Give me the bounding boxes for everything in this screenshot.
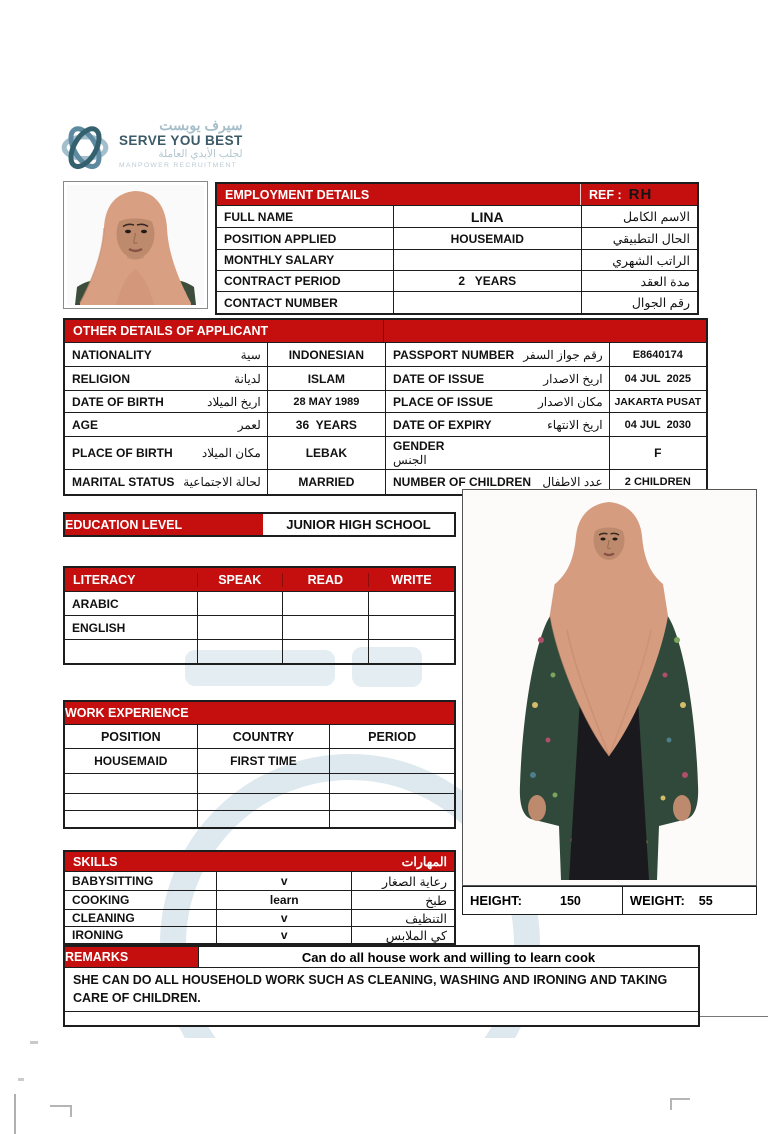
skills-table <box>63 850 456 945</box>
field-label: CONTACT NUMBER <box>224 295 338 310</box>
logo-arabic-name: سيرف يوبست <box>159 117 243 133</box>
field-label-arabic: لعمر <box>237 417 261 432</box>
field-label-arabic: رقم جواز السفر <box>523 347 603 362</box>
ref-label: REF : <box>589 187 622 202</box>
company-logo <box>60 118 243 174</box>
skill-name: IRONING <box>72 928 124 942</box>
remarks-section <box>63 945 700 1027</box>
table-row <box>65 390 706 412</box>
literacy-cell <box>368 640 454 663</box>
skill-name-arabic: التنظيف <box>351 910 454 926</box>
table-row <box>65 591 454 615</box>
column-header: COUNTRY <box>197 725 330 748</box>
section-title: EMPLOYMENT DETAILS <box>225 187 370 202</box>
employment-details-banner <box>217 184 697 205</box>
field-label-arabic: الراتب الشهري <box>581 250 697 270</box>
table-row <box>65 926 454 943</box>
logo-arabic-tagline: لجلب الأيدي العاملة <box>158 147 243 160</box>
table-row <box>65 639 454 663</box>
skill-value: learn <box>216 891 351 909</box>
field-label: PLACE OF BIRTH <box>72 446 173 460</box>
field-label: RELIGION <box>72 371 131 386</box>
literacy-cell <box>282 640 368 663</box>
literacy-table <box>63 566 456 665</box>
field-label: NATIONALITY <box>72 347 152 362</box>
field-label-arabic: مدة العقد <box>581 271 697 291</box>
field-label: NUMBER OF CHILDREN <box>393 475 531 489</box>
height-label: HEIGHT: <box>470 893 522 908</box>
table-row <box>217 227 697 249</box>
other-details-table <box>63 318 708 496</box>
language-name: ENGLISH <box>72 620 126 635</box>
field-label-arabic: الحال التطبيقي <box>581 228 697 249</box>
field-label: DATE OF BIRTH <box>72 394 164 409</box>
field-label: DATE OF ISSUE <box>393 371 485 386</box>
literacy-cell <box>197 616 282 639</box>
field-label: DATE OF EXPIRY <box>393 417 492 432</box>
field-value: 36 YEARS <box>267 413 385 436</box>
field-value: HOUSEMAID <box>393 228 581 249</box>
table-row <box>217 291 697 313</box>
ref-value: RH <box>628 186 653 203</box>
field-label: AGE <box>72 417 99 432</box>
remarks-header-row <box>65 947 698 967</box>
column-header: LITERACY <box>73 572 136 587</box>
ref-field <box>580 184 697 205</box>
table-row <box>65 810 454 827</box>
experience-country: FIRST TIME <box>197 749 330 773</box>
scan-mark <box>30 1041 38 1044</box>
field-label-arabic: لحالة الاجتماعية <box>183 475 261 489</box>
skill-name-arabic: رعاية الصغار <box>351 872 454 890</box>
weight-label: WEIGHT: <box>629 893 685 908</box>
field-label-arabic: رقم الجوال <box>581 292 697 313</box>
literacy-cell <box>368 616 454 639</box>
language-name: ARABIC <box>72 596 119 611</box>
table-row <box>65 748 454 773</box>
field-label-arabic: اريخ الاصدار <box>543 371 603 386</box>
field-label: PLACE OF ISSUE <box>393 394 494 409</box>
applicant-portrait-photo <box>63 181 208 309</box>
literacy-cell <box>282 616 368 639</box>
field-value <box>393 250 581 270</box>
crop-mark <box>670 1098 690 1110</box>
skill-name-arabic: كي الملابس <box>351 927 454 943</box>
language-name <box>65 640 197 663</box>
skill-value: v <box>216 872 351 890</box>
literacy-cell <box>197 592 282 615</box>
table-row <box>217 270 697 291</box>
table-row <box>65 773 454 793</box>
table-row <box>65 909 454 926</box>
field-label-arabic: اريخ الميلاد <box>207 394 261 409</box>
table-row <box>217 249 697 270</box>
field-label-arabic: سية <box>240 347 261 362</box>
logo-globe-icon <box>60 118 110 174</box>
remarks-body-row <box>65 967 698 1011</box>
table-row <box>65 436 706 469</box>
remarks-label: REMARKS <box>65 947 198 967</box>
skill-value: v <box>216 927 351 943</box>
skills-banner <box>65 852 454 871</box>
field-value: E8640174 <box>609 343 706 366</box>
field-label-arabic: مكان الميلاد <box>201 446 261 460</box>
field-value: 28 MAY 1989 <box>267 391 385 412</box>
education-level-label: EDUCATION LEVEL <box>65 514 263 535</box>
column-header: PERIOD <box>329 725 454 748</box>
column-header: SPEAK <box>197 573 282 587</box>
skill-name: CLEANING <box>72 911 135 925</box>
field-label: MONTHLY SALARY <box>224 253 335 267</box>
field-label: MARITAL STATUS <box>72 475 175 489</box>
field-value: 04 JUL 2030 <box>609 413 706 436</box>
field-value: 2 YEARS <box>393 271 581 291</box>
table-row <box>65 871 454 890</box>
field-value: MARRIED <box>267 470 385 494</box>
section-title: OTHER DETAILS OF APPLICANT <box>73 324 269 338</box>
column-header: WRITE <box>368 573 454 587</box>
field-value: F <box>609 437 706 469</box>
table-row <box>65 412 706 436</box>
table-row <box>65 793 454 810</box>
remarks-headline: Can do all house work and willing to learn cook <box>198 947 698 967</box>
literacy-cell <box>282 592 368 615</box>
field-label: FULL NAME <box>224 209 294 224</box>
experience-position: HOUSEMAID <box>94 754 168 768</box>
field-label-arabic: مكان الاصدار <box>537 394 603 409</box>
skill-name-arabic: طبخ <box>351 891 454 909</box>
field-value: ISLAM <box>267 367 385 390</box>
field-value: LEBAK <box>267 437 385 469</box>
logo-name: SERVE YOU BEST <box>119 132 243 148</box>
skill-name: BABYSITTING <box>72 874 154 888</box>
column-header: POSITION <box>100 729 161 744</box>
scan-mark <box>18 1078 24 1081</box>
field-label-arabic: الاسم الكامل <box>581 206 697 227</box>
logo-tagline: MANPOWER RECRUITMENT <box>119 161 238 169</box>
crop-mark <box>50 1105 72 1117</box>
table-row <box>217 205 697 227</box>
field-value: 04 JUL 2025 <box>609 367 706 390</box>
measurements-row <box>462 886 757 915</box>
education-level-value: JUNIOR HIGH SCHOOL <box>263 514 454 535</box>
applicant-fullbody-photo <box>462 489 757 886</box>
table-row <box>65 366 706 390</box>
field-label: POSITION APPLIED <box>224 231 337 246</box>
height-value: 150 <box>560 893 581 908</box>
portrait-photo-illustration <box>67 185 204 305</box>
other-details-banner <box>65 320 706 342</box>
work-experience-banner: WORK EXPERIENCE <box>65 702 454 724</box>
table-row <box>65 890 454 909</box>
field-label-arabic: عدد الاطفال <box>542 475 603 489</box>
field-label-arabic: اريخ الانتهاء <box>547 417 603 432</box>
field-value: JAKARTA PUSAT <box>609 391 706 412</box>
experience-period <box>329 749 454 773</box>
field-label: CONTRACT PERIOD <box>224 274 341 288</box>
remarks-empty-row <box>65 1011 698 1025</box>
section-title-arabic: المهارات <box>401 855 447 869</box>
scan-line-artifact <box>14 1094 16 1134</box>
literacy-header-row <box>65 568 454 591</box>
work-experience-table <box>63 700 456 829</box>
field-label-arabic: لديانة <box>234 371 261 386</box>
column-header: READ <box>282 573 368 587</box>
education-level-field <box>63 512 456 537</box>
table-row <box>65 342 706 366</box>
scan-line-artifact <box>700 1016 768 1017</box>
field-label-arabic: الجنس <box>393 453 427 467</box>
literacy-cell <box>197 640 282 663</box>
field-label: PASSPORT NUMBER <box>393 347 515 362</box>
remarks-body-text: SHE CAN DO ALL HOUSEHOLD WORK SUCH AS CLEANING, WASHING AND IRONING AND TAKING CARE OF CHILDREN. <box>65 968 698 1011</box>
fullbody-photo-illustration <box>463 490 756 885</box>
field-value: LINA <box>393 206 581 227</box>
field-value <box>393 292 581 313</box>
field-value: 2 CHILDREN <box>609 470 706 494</box>
weight-value: 55 <box>698 893 713 908</box>
literacy-cell <box>368 592 454 615</box>
employment-details-table <box>215 182 699 315</box>
skill-value: v <box>216 910 351 926</box>
table-row <box>65 615 454 639</box>
section-title: SKILLS <box>73 854 118 869</box>
field-value: INDONESIAN <box>267 343 385 366</box>
field-label: GENDER <box>393 439 445 453</box>
skill-name: COOKING <box>72 893 130 907</box>
table-header-row <box>65 724 454 748</box>
